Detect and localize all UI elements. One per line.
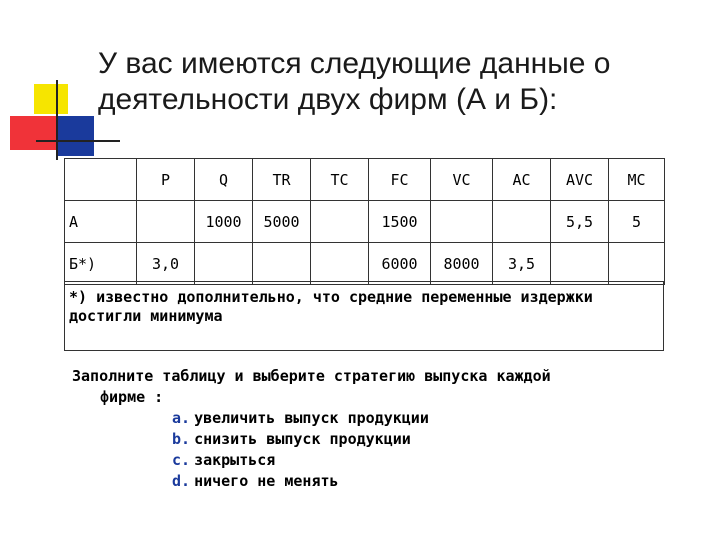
task-block [72,366,692,492]
option-text: снизить выпуск продукции [194,430,411,448]
task-line-2: фирме : [100,388,164,406]
slide-title: У вас имеются следующие данные о деятельности двух фирм (А и Б): [98,47,611,116]
table-cell: 1000 [195,201,253,243]
table-cell [311,201,369,243]
decorative-horizontal-line [36,140,120,142]
header-cell: MC [609,159,665,201]
header-cell: Q [195,159,253,201]
table-cell: 3,0 [137,243,195,285]
option-marker: c. [172,451,191,469]
list-item [172,450,692,471]
table-cell: 5000 [253,201,311,243]
table-cell: 8000 [431,243,493,285]
header-cell: VC [431,159,493,201]
table-cell [551,243,609,285]
option-marker: d. [172,472,191,490]
header-cell: P [137,159,195,201]
options-list [72,408,692,492]
table-cell [431,201,493,243]
option-marker: a. [172,409,191,427]
table-cell: 1500 [369,201,431,243]
table-cell [253,243,311,285]
header-cell: TR [253,159,311,201]
header-cell: TC [311,159,369,201]
table-cell [195,243,253,285]
table-cell [137,201,195,243]
list-item [172,408,692,429]
option-text: увеличить выпуск продукции [194,409,429,427]
table-cell: А [65,201,137,243]
table-cell: 5 [609,201,665,243]
decorative-yellow-square [34,84,68,114]
option-text: закрыться [194,451,276,469]
table-row-firm-a [65,201,665,243]
option-marker: b. [172,430,191,448]
header-cell: FC [369,159,431,201]
firms-data-table [64,158,665,285]
table-row-firm-b [65,243,665,285]
table-cell [493,201,551,243]
table-cell [609,243,665,285]
table-header-row [65,159,665,201]
footnote: *) известно дополнительно, что средние переменные издержки достигли минимума [64,281,664,351]
header-cell: AC [493,159,551,201]
decorative-blue-square [56,116,94,156]
header-cell [65,159,137,201]
list-item [172,429,692,450]
header-cell: AVC [551,159,609,201]
table-cell [311,243,369,285]
task-line-1: Заполните таблицу и выберите стратегию выпуска каждой [72,367,551,385]
decorative-vertical-line [56,80,58,160]
table-cell: 3,5 [493,243,551,285]
table-cell: 5,5 [551,201,609,243]
option-text: ничего не менять [194,472,339,490]
list-item [172,471,692,492]
table-cell: Б*) [65,243,137,285]
table-cell: 6000 [369,243,431,285]
